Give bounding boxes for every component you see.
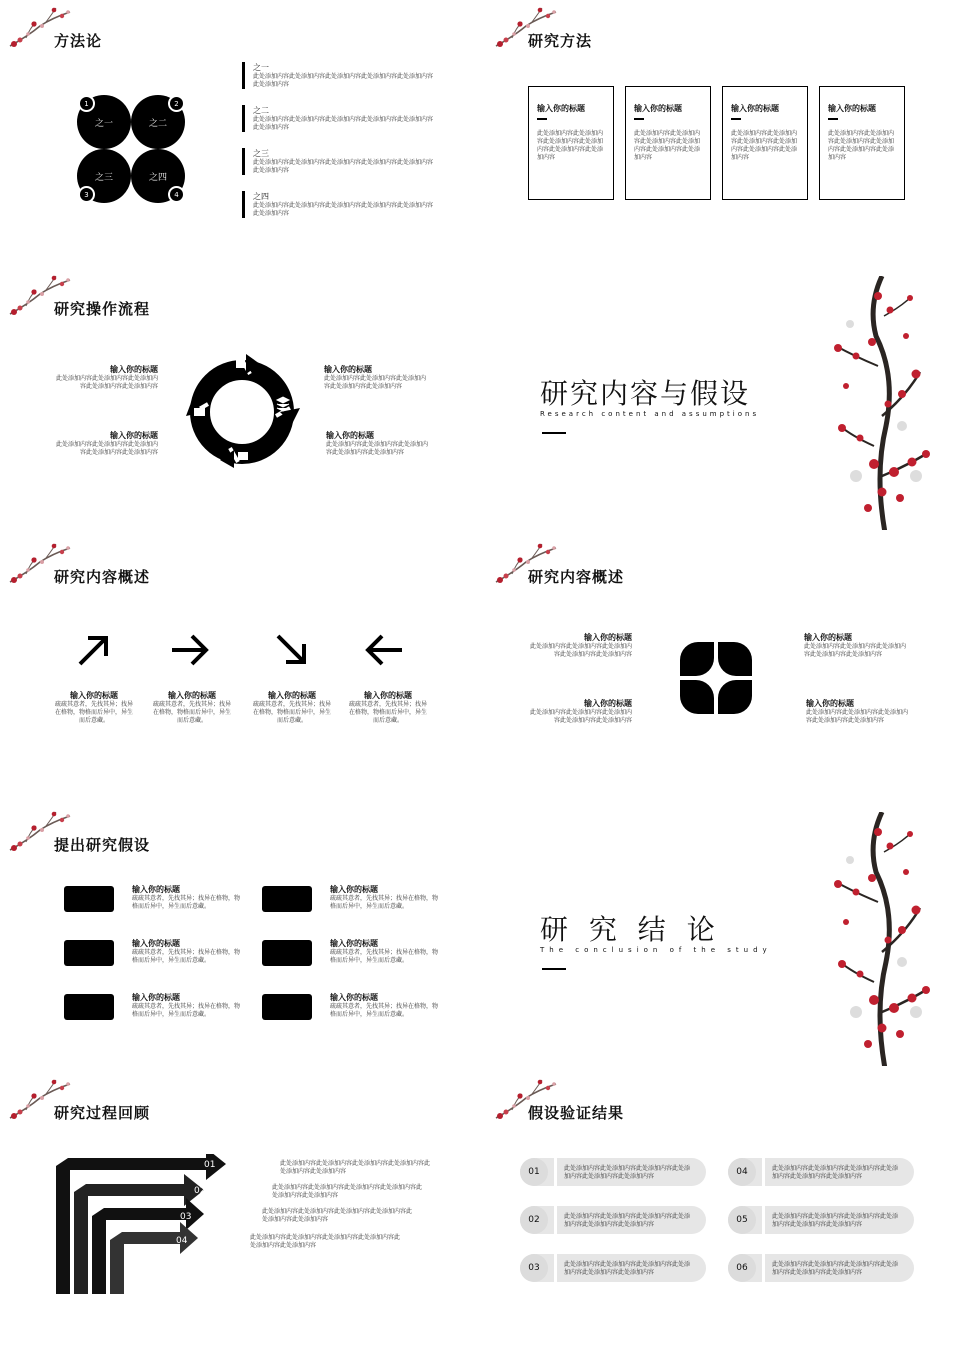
section-title: 研究内容与假设 [540,377,751,410]
box-icon [236,360,245,368]
method-card [722,86,808,200]
step-number: 02 [194,1186,206,1196]
card-text: 此处添加内容此处添加内容此处添加内容此处添加内容此处添加内容此处添加内容 [634,129,701,161]
step-text: 此处添加内容此处添加内容此处添加内容此处添加内容此处添加内容此处添加内容 [250,1234,401,1249]
result-item: 01 此处添加内容此处添加内容此处添加内容此处添加内容此处添加内容此处添加内容 [520,1158,706,1186]
hypothesis-item: 输入你的标题 疏疏其意者，先找其异；找异在格物，物格而后异中，异生而后意藏。 [330,992,439,1018]
step-number: 04 [176,1236,188,1246]
circle-3: 之三 [77,149,131,203]
item-text: 此处添加内容此处添加内容此处添加内容此处添加内容此处添加内容此处添加内容 [253,116,434,131]
briefcase-icon [238,452,248,460]
divider [542,968,566,970]
overview-item: 输入你的标题 此处添加内容此处添加内容此处添加内容此处添加内容此处添加内容 [530,698,633,724]
step-number: 03 [180,1212,192,1222]
chart-icon [262,886,312,912]
result-item: 04 此处添加内容此处添加内容此处添加内容此处添加内容此处添加内容此处添加内容 [728,1158,914,1186]
overview-item: 输入你的标题 此处添加内容此处添加内容此处添加内容此处添加内容此处添加内容 [530,632,633,658]
plum-tree-icon [816,276,936,530]
cycle-diagram [180,350,304,470]
mail-icon [64,940,114,966]
flow-item: 输入你的标题 此处添加内容此处添加内容此处添加内容此处添加内容此处添加内容 [56,364,159,390]
slide-title: 方法论 [54,32,103,50]
hypothesis-item: 输入你的标题 疏疏其意者，先找其异；找异在格物，物格而后异中，异生而后意藏。 [132,938,241,964]
step-text: 此处添加内容此处添加内容此处添加内容此处添加内容此处添加内容此处添加内容 [280,1160,431,1175]
card-title: 输入你的标题 [828,103,876,113]
circle-2: 之二 [131,95,185,149]
method-card [528,86,614,200]
result-item: 03 此处添加内容此处添加内容此处添加内容此处添加内容此处添加内容此处添加内容 [520,1254,706,1282]
slide-title: 研究操作流程 [54,300,151,318]
hypothesis-item: 输入你的标题 疏疏其意者，先找其异；找异在格物，物格而后异中，异生而后意藏。 [132,992,241,1018]
card-text: 此处添加内容此处添加内容此处添加内容此处添加内容此处添加内容此处添加内容 [537,129,604,161]
slide-research-method [486,0,960,262]
section-subtitle: The conclusion of the study [540,946,772,954]
item-text: 此处添加内容此处添加内容此处添加内容此处添加内容此处添加内容此处添加内容 [253,159,434,174]
arrow-up-right-icon [72,628,116,672]
method-card [819,86,905,200]
slide-research-flow [0,268,474,530]
item-label: 之二 [253,106,269,115]
overview-item: 输入你的标题 此处添加内容此处添加内容此处添加内容此处添加内容此处添加内容 [806,698,909,724]
send-icon [718,642,752,676]
overview-item: 输入你的标题 疏疏其意者，先找其异；找异在格物，物格而后异中，异生而后意藏。 [348,690,427,724]
step-number: 01 [204,1160,216,1170]
slide-section-conclusion [486,804,960,1066]
layers-icon [277,397,289,411]
slide-methodology [0,0,474,262]
flow-item: 输入你的标题 此处添加内容此处添加内容此处添加内容此处添加内容此处添加内容 [326,430,429,456]
hypothesis-item: 输入你的标题 疏疏其意者，先找其异；找异在格物，物格而后异中，异生而后意藏。 [330,884,439,910]
circle-4: 之四 [131,149,185,203]
slide-content-overview-2 [486,536,960,798]
card-title: 输入你的标题 [537,103,585,113]
item-text: 此处添加内容此处添加内容此处添加内容此处添加内容此处添加内容此处添加内容 [253,73,434,88]
section-title: 研 究 结 论 [540,913,721,946]
stair-arrows-diagram [56,1154,228,1296]
item-label: 之三 [253,149,269,158]
method-card [625,86,711,200]
item-label: 之四 [253,192,269,201]
flow-item: 输入你的标题 此处添加内容此处添加内容此处添加内容此处添加内容此处添加内容 [324,364,427,390]
slide-title: 提出研究假设 [54,836,151,854]
arrow-down-right-icon [270,628,314,672]
item-text: 此处添加内容此处添加内容此处添加内容此处添加内容此处添加内容此处添加内容 [253,202,434,217]
overview-item: 输入你的标题 此处添加内容此处添加内容此处添加内容此处添加内容此处添加内容 [804,632,907,658]
phone-icon [262,940,312,966]
slide-content-overview-1 [0,536,474,798]
list-item [242,105,433,132]
result-item: 06 此处添加内容此处添加内容此处添加内容此处添加内容此处添加内容此处添加内容 [728,1254,914,1282]
divider [542,432,566,434]
arrow-right-icon [168,628,212,672]
item-label: 之一 [253,63,269,72]
section-subtitle: Research content and assumptions [540,410,760,418]
slide-verification-results [486,1072,960,1334]
list-item [242,62,433,89]
badge-4: 4 [168,186,185,203]
result-item: 02 此处添加内容此处添加内容此处添加内容此处添加内容此处添加内容此处添加内容 [520,1206,706,1234]
briefcase-icon [680,642,714,676]
slide-process-review [0,1072,474,1334]
slide-title: 假设验证结果 [528,1104,625,1122]
card-title: 输入你的标题 [731,103,779,113]
slide-title: 研究方法 [528,32,593,50]
card-text: 此处添加内容此处添加内容此处添加内容此处添加内容此处添加内容此处添加内容 [731,129,798,161]
badge-2: 2 [168,95,185,112]
layers-icon [680,680,714,714]
overview-item: 输入你的标题 疏疏其意者，先找其异；找异在格物，物格而后异中，异生而后意藏。 [54,690,133,724]
calculator-icon [262,994,312,1020]
overview-item: 输入你的标题 疏疏其意者，先找其异；找异在格物，物格而后异中，异生而后意藏。 [152,690,231,724]
hypothesis-item: 输入你的标题 疏疏其意者，先找其异；找异在格物，物格而后异中，异生而后意藏。 [132,884,241,910]
step-text: 此处添加内容此处添加内容此处添加内容此处添加内容此处添加内容此处添加内容 [272,1184,423,1199]
slide-title: 研究内容概述 [528,568,625,586]
circle-1: 之一 [77,95,131,149]
hypothesis-item: 输入你的标题 疏疏其意者，先找其异；找异在格物，物格而后异中，异生而后意藏。 [330,938,439,964]
overview-item: 输入你的标题 疏疏其意者，先找其异；找异在格物，物格而后异中，异生而后意藏。 [252,690,331,724]
arrow-left-icon [362,628,406,672]
badge-3: 3 [78,186,95,203]
clipboard-icon [64,886,114,912]
list-item [242,148,433,175]
step-text: 此处添加内容此处添加内容此处添加内容此处添加内容此处添加内容此处添加内容 [262,1208,413,1223]
flow-item: 输入你的标题 此处添加内容此处添加内容此处添加内容此处添加内容此处添加内容 [56,430,159,456]
slide-hypothesis [0,804,474,1066]
result-item: 05 此处添加内容此处添加内容此处添加内容此处添加内容此处添加内容此处添加内容 [728,1206,914,1234]
box-icon [718,680,752,714]
slide-title: 研究过程回顾 [54,1104,151,1122]
slide-section-content [486,268,960,530]
envelope-icon [194,408,205,416]
id-card-icon [64,994,114,1020]
slide-title: 研究内容概述 [54,568,151,586]
badge-1: 1 [78,95,95,112]
card-text: 此处添加内容此处添加内容此处添加内容此处添加内容此处添加内容此处添加内容 [828,129,895,161]
card-title: 输入你的标题 [634,103,682,113]
list-item [242,191,433,218]
plum-tree-icon [816,812,936,1066]
